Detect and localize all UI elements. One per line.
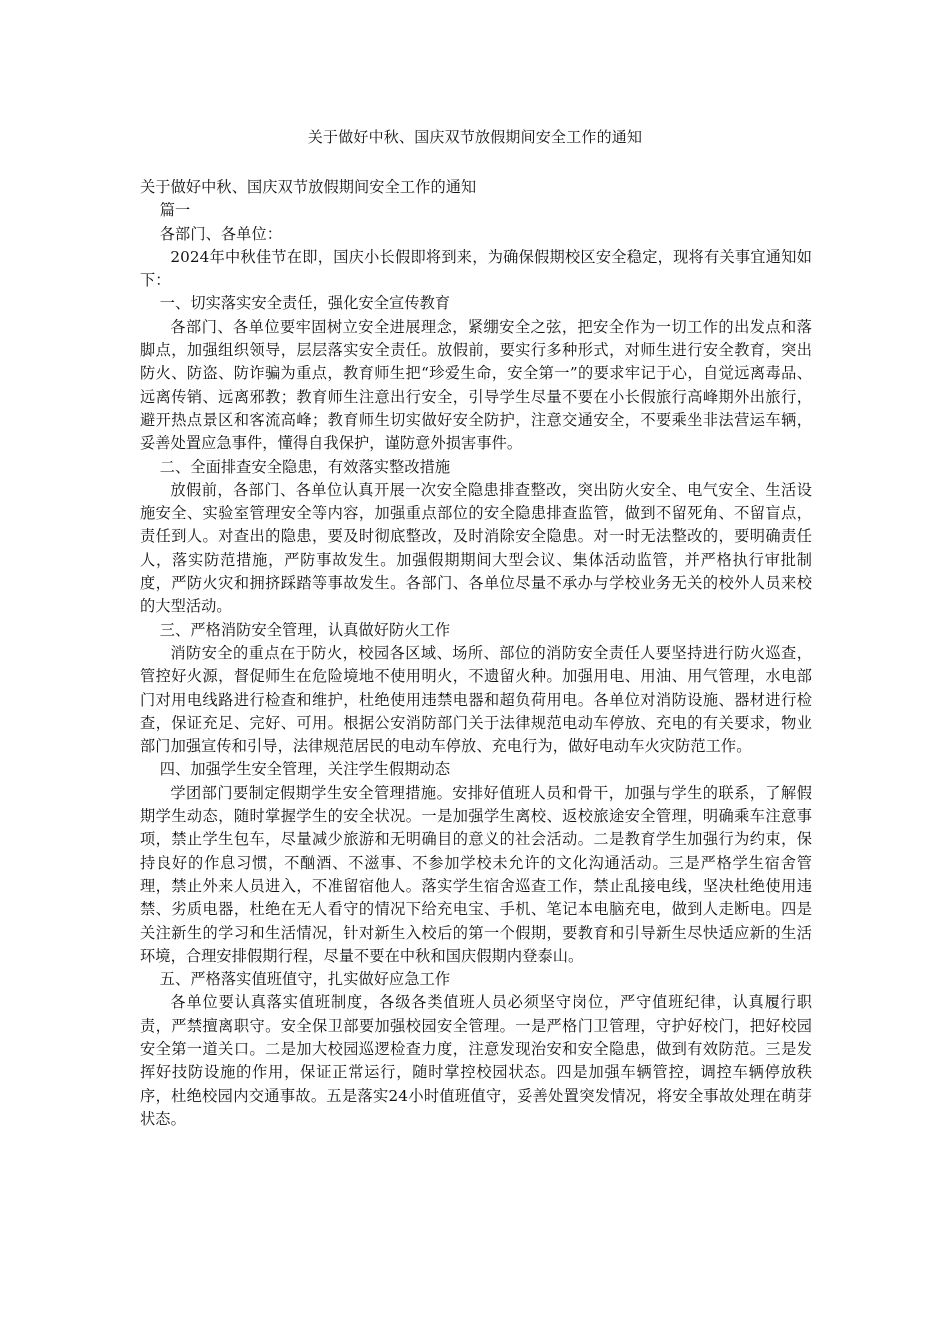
intro-paragraph: 2024年中秋佳节在即，国庆小长假即将到来，为确保假期校区安全稳定，现将有关事宜通知如下： — [140, 247, 812, 290]
section-heading-3: 三、严格消防安全管理，认真做好防火工作 — [159, 620, 451, 639]
section-body-3: 消防安全的重点在于防火，校园各区域、场所、部位的消防安全责任人要坚持进行防火巡查，管控好火源，督促师生在危险境地不使用明火，不遗留火种。加强用电、用油、用气管理，水电部门对用电线路进行检查和维护，杜绝使用违禁电器和超负荷用电。各单位对消防设施、器材进行检查，保证充足、完好、可用。根据公安消防部门关于法律规范电动车停放、充电的有关要求，物业部门加强宣传和引导，法律规范居民的电动车停放、充电行为，做好电动车火灾防范工作。 — [140, 643, 812, 756]
part-label: 篇一 — [159, 201, 191, 220]
section-body-4: 学团部门要制定假期学生安全管理措施。安排好值班人员和骨干，加强与学生的联系，了解假期学生动态，随时掌握学生的安全状况。一是加强学生离校、返校旅途安全管理，明确乘车注意事项，禁止学生包车，尽量减少旅游和无明确目的意义的社会活动。二是教育学生加强行为约束，保持良好的作息习惯，不酗酒、不滋事、不参加学校未允许的文化沟通活动。三是严格学生宿舍管理，禁止外来人员进入，不准留宿他人。落实学生宿舍巡查工作，禁止乱接电线，坚决杜绝使用违禁、劣质电器，杜绝在无人看守的情况下给充电宝、手机、笔记本电脑充电，做到人走断电。四是关注新生的学习和生活情况，针对新生入校后的第一个假期，要教育和引导新生尽快适应新的生活环境，合理安排假期行程，尽量不要在中秋和国庆假期内登泰山。 — [140, 783, 812, 965]
document-subtitle: 关于做好中秋、国庆双节放假期间安全工作的通知 — [140, 178, 477, 196]
section-body-5: 各单位要认真落实值班制度，各级各类值班人员必须坚守岗位，严守值班纪律，认真履行职责，严禁擅离职守。安全保卫部要加强校园安全管理。一是严格门卫管理，守护好校门，把好校园安全第一道关口。二是加大校园巡逻检查力度，注意发现治安和安全隐患，做到有效防范。三是发挥好技防设施的作用，保证正常运行，随时掌控校园状态。四是加强车辆管控，调控车辆停放秩序，杜绝校园内交通事故。五是落实24小时值班值守，妥善处置突发情况，将安全事故处理在萌芽状态。 — [140, 993, 812, 1128]
section-heading-1: 一、切实落实安全责任，强化安全宣传教育 — [159, 294, 451, 313]
section-heading-4: 四、加强学生安全管理，关注学生假期动态 — [159, 760, 451, 779]
section-heading-5: 五、严格落实值班值守，扎实做好应急工作 — [159, 970, 451, 989]
section-body-1: 各部门、各单位要牢固树立安全进展理念，紧绷安全之弦，把安全作为一切工作的出发点和落脚点，加强组织领导，层层落实安全责任。放假前，要实行多种形式，对师生进行安全教育，突出防火、防盗、防诈骗为重点，教育师生把“珍爱生命，安全第一”的要求牢记于心，自觉远离毒品、远离传销、远离邪教；教育师生注意出行安全，引导学生尽量不要在小长假旅行高峰期外出旅行，避开热点景区和客流高峰；教育师生切实做好安全防护，注意交通安全，不要乘坐非法营运车辆，妥善处置应急事件，懂得自我保护，谨防意外损害事件。 — [140, 317, 812, 453]
salutation: 各部门、各单位： — [159, 224, 283, 243]
document-title: 关于做好中秋、国庆双节放假期间安全工作的通知 — [307, 128, 643, 146]
document-body — [140, 176, 812, 1131]
section-heading-2: 二、全面排查安全隐患，有效落实整改措施 — [159, 457, 451, 476]
section-body-2: 放假前，各部门、各单位认真开展一次安全隐患排查整改，突出防火安全、电气安全、生活设施安全、实验室管理安全等内容，加强重点部位的安全隐患排查监管，做到不留死角、不留盲点，责任到人。对查出的隐患，要及时彻底整改，及时消除安全隐患。对一时无法整改的，要明确责任人，落实防范措施，严防事故发生。加强假期期间大型会议、集体活动监管，并严格执行审批制度，严防火灾和拥挤踩踏等事故发生。各部门、各单位尽量不承办与学校业务无关的校外人员来校的大型活动。 — [140, 480, 812, 616]
